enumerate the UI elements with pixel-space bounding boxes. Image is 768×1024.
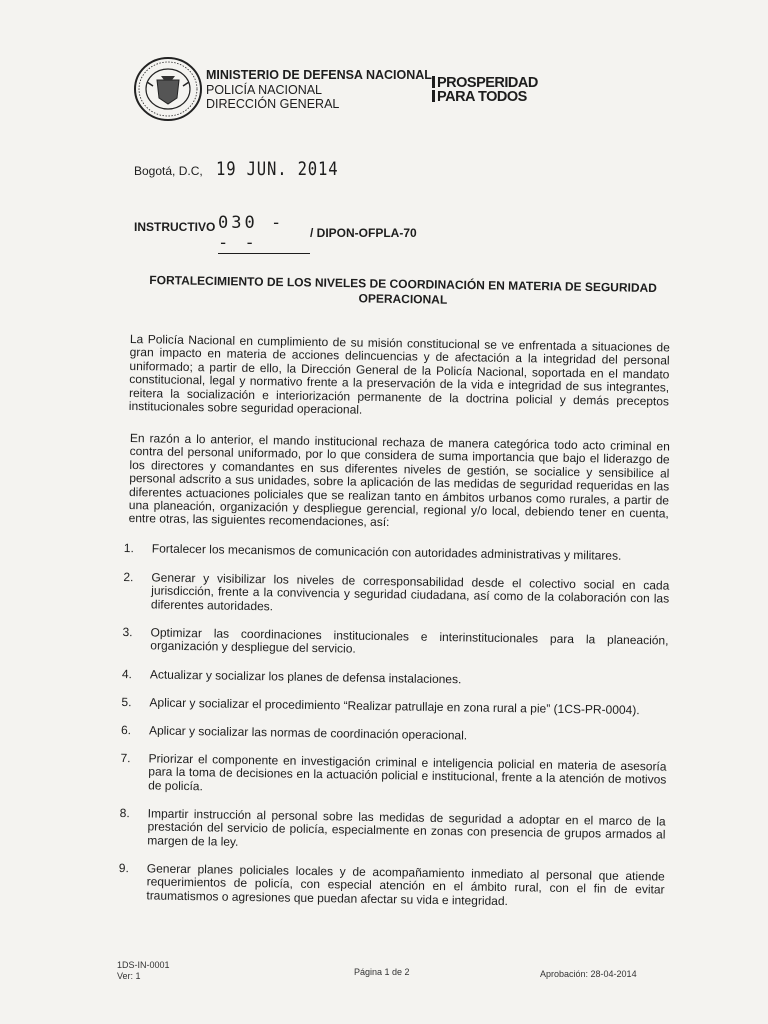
directorate-name: DIRECCIÓN GENERAL: [206, 97, 340, 111]
police-name: POLICÍA NACIONAL: [206, 82, 323, 97]
ministry-name: MINISTERIO DE DEFENSA NACIONAL: [206, 68, 432, 82]
slogan-line-2: PARA TODOS: [437, 89, 527, 105]
list-item: 2. Generar y visibilizar los niveles de corresponsabilidad desde el colectivo social en cada jurisdicción, frente a la convivencia y seguridad ciudadana, así como de la colaboración con las diferentes autoridades.: [123, 569, 670, 614]
list-item: 6. Aplicar y socializar las normas de coordinación operacional.: [120, 722, 468, 743]
list-item: 7. Priorizar el componente en investigación criminal e inteligencia policial en materia de asesoría para la toma de decisiones en la actuación policial e institucional, frente a la atención de motivos de policía.: [120, 750, 667, 794]
instructivo-code: / DIPON-OFPLA-70: [310, 226, 417, 240]
government-slogan-logo: [432, 76, 538, 104]
list-item: 3. Optimizar las coordinaciones institucionales e interinstitucionales para la planeación, organización y despliegue del servicio.: [122, 624, 669, 657]
list-item: 1. Fortalecer los mecanismos de comunicación con autoridades administrativas y militares.: [123, 540, 622, 563]
intro-paragraph: La Policía Nacional en cumplimiento de su misión constitucional se ve enfrentada a situaciones de gran impacto en materia de acciones delincuencias y de afectación a la integridad del personal uniformado; a partir de ello, la Dirección General de la Policía Nacional, soportada en el mandato constitucional, legal y normativo frente a la preservación de la vida e integridad de sus integrantes, reitera la socialización e interiorización permanente de la doctrina policial y demás preceptos institucionales sobre seguridad operacional.: [128, 332, 670, 417]
police-seal-icon: [133, 56, 203, 122]
instructivo-label: INSTRUCTIVO: [134, 220, 216, 234]
list-item: 9. Generar planes policiales locales y de acompañamiento inmediato al personal que atiende requerimientos de policía, con especial atención en el ámbito rural, con el fin de evitar traumatismos o agresiones que puedan afectar su vida e integridad.: [118, 860, 665, 908]
recommendations-list: [118, 540, 670, 908]
list-item: 8. Impartir instrucción al personal sobre las medidas de seguridad a adoptar en el marco de la prestación del servicio de policía, especialmente en zonas con presencia de grupos armados al margen de la ley.: [119, 805, 666, 849]
dateline-city: Bogotá, D.C,: [134, 164, 203, 178]
list-item: 5. Aplicar y socializar el procedimiento “Realizar patrullaje en zona rural a pie” (1CS-PR-0004).: [121, 694, 640, 718]
footer-document-code: 1DS-IN-0001 Ver: 1: [117, 960, 170, 981]
footer-page-number: Página 1 de 2: [354, 967, 410, 977]
footer-approval-date: Aprobación: 28-04-2014: [540, 969, 637, 979]
instructivo-number: 030 - - -: [218, 213, 310, 254]
context-paragraph: En razón a lo anterior, el mando institucional rechaza de manera categórica todo acto criminal en contra del personal uniformado, por lo que considera de suma importancia que bajo el liderazgo de los directores y comandantes en sus diferentes niveles de gestión, se socialice y sensibilice al personal adscrito a sus unidades, sobre la aplicación de las medidas de seguridad requeridas en las diferentes actuaciones policiales que se realizan tanto en ámbitos urbanos como rurales, a partir de una planeación, organización y despliegue gerencial, regional y/o local, debiendo tener en cuenta, entre otras, las siguientes recomendaciones, así:: [128, 431, 670, 530]
stamped-date: 19 JUN. 2014: [216, 158, 339, 180]
slogan-line-1: PROSPERIDAD: [437, 75, 538, 91]
list-item: 4. Actualizar y socializar los planes de defensa instalaciones.: [121, 666, 462, 687]
issuing-organization: [206, 68, 432, 112]
document-title: FORTALECIMIENTO DE LOS NIVELES DE COORDINACIÓN EN MATERIA DE SEGURIDAD OPERACIONAL: [149, 273, 658, 307]
